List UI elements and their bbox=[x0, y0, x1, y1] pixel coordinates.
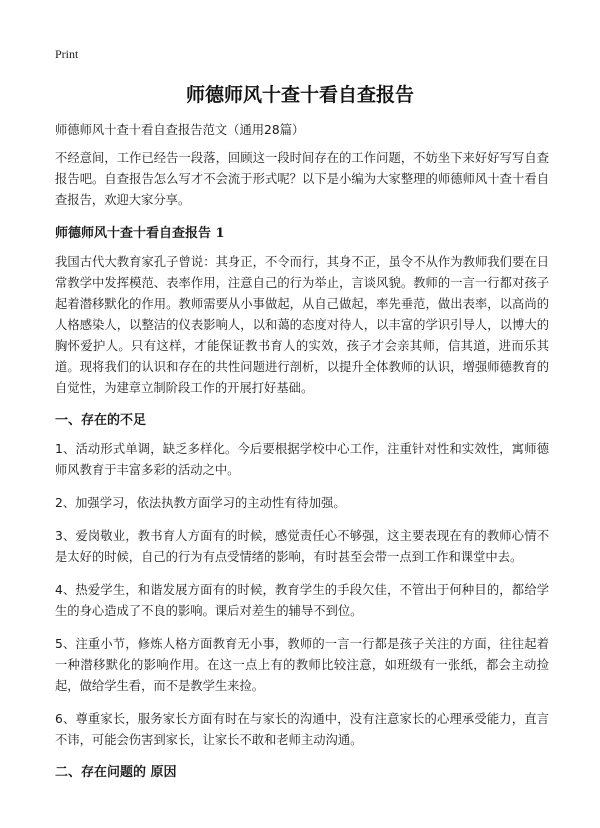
list-item: 6、尊重家长，服务家长方面有时在与家长的沟通中，没有注意家长的心理承受能力，直言不讳，可能会伤害到家长，让家长不敢和老师主动沟通。 bbox=[55, 712, 549, 747]
list-item: 1、活动形式单调，缺乏多样化。今后要根据学校中心工作，注重针对性和实效性，寓师德师风教育于丰富多彩的活动之中。 bbox=[55, 442, 549, 477]
report-paragraph: 我国古代大教育家孔子曾说：其身正，不令而行，其身不正，虽令不从作为教师我们要在日常教学中发挥模范、表率作用，注意自己的行为举止，言谈风貌。教师的一言一行都对孩子起着潜移默化的作用。教师需要从小事做起，从自己做起，率先垂范，做出表率，以高尚的人格感染人，以整洁的仪表影响人，以和蔼的态度对待人，以丰富的学识引导人，以博大的胸怀爱护人。只有这样，才能保证教书育人的实效，孩子才会亲其师，信其道，进而乐其道。现将我们的认识和存在的共性问题进行剖析，以提升全体教师的认识，增强师德教育的自觉性，为建章立制阶段工作的开展打好基础。 bbox=[55, 255, 549, 395]
section-heading-causes: 二、存在问题的 原因 bbox=[55, 765, 177, 780]
list-item: 5、注重小节，修炼人格方面教育无小事，教师的一言一行都是孩子关注的方面，往往起着一种潜移默化的影响作用。在这一点上有的教师比较注意，如班级有一张纸，都会主动捡起，做给学生看，而不是教学生来捡。 bbox=[55, 637, 549, 693]
list-item: 4、热爱学生，和谐发展方面有的时候，教育学生的手段欠佳，不管出于何种目的，都给学生的身心造成了不良的影响。课后对差生的辅导不到位。 bbox=[55, 583, 549, 618]
print-link[interactable]: Print bbox=[55, 47, 79, 61]
list-item: 3、爱岗敬业，教书育人方面有的时候，感觉责任心不够强，这主要表现在有的教师心情不是太好的时候，自己的行为有点受情绪的影响，有时甚至会带一点到工作和课堂中去。 bbox=[55, 529, 549, 564]
document-body bbox=[55, 120, 549, 791]
section-heading-shortcomings: 一、存在的不足 bbox=[55, 413, 147, 428]
list-item: 2、加强学习，依法执教方面学习的主动性有待加强。 bbox=[55, 496, 346, 510]
page-title: 师德师风十查十看自查报告 bbox=[185, 84, 414, 106]
report-heading: 师德师风十查十看自查报告 1 bbox=[55, 226, 225, 241]
intro-paragraph: 不经意间，工作已经告一段落，回顾这一段时间存在的工作问题，不妨坐下来好好写写自查报告吧。自查报告怎么写才不会流于形式呢？以下是小编为大家整理的师德师风十查十看自查报告，欢迎大家分享。 bbox=[55, 151, 549, 207]
document-subtitle: 师德师风十查十看自查报告范文（通用28篇） bbox=[55, 123, 305, 137]
